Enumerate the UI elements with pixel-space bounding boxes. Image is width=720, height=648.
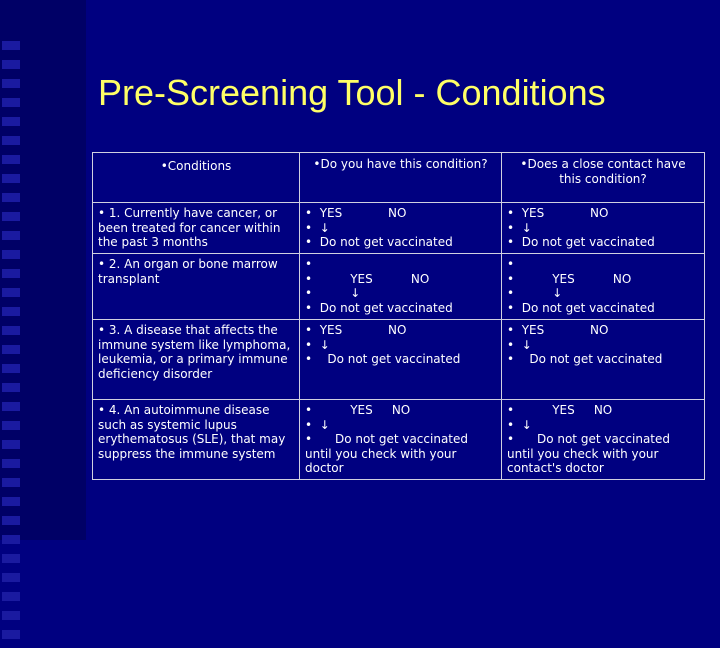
table-row <box>93 203 705 254</box>
table-row <box>93 320 705 400</box>
table-header-row <box>93 153 705 203</box>
conditions-table <box>92 152 705 480</box>
contact-answer-cell: • YES NO • ↓ • Do not get vaccinated <box>502 203 705 254</box>
contact-answer-cell: • YES NO • ↓ • Do not get vaccinated <box>502 320 705 400</box>
header-contact-has: •Does a close contact have this condition? <box>502 153 705 203</box>
you-answer-cell: • YES NO • ↓ • Do not get vaccinated <box>300 203 502 254</box>
header-conditions: •Conditions <box>93 153 300 203</box>
condition-cell: • 2. An organ or bone marrow transplant <box>93 254 300 320</box>
contact-answer-cell: • • YES NO • ↓ • Do not get vaccinated <box>502 254 705 320</box>
condition-cell: • 4. An autoimmune disease such as systemic lupus erythematosus (SLE), that may suppress the immune system <box>93 400 300 480</box>
contact-answer-cell: • YES NO • ↓ • Do not get vaccinated until you check with your contact's doctor <box>502 400 705 480</box>
slide-title: Pre-Screening Tool - Conditions <box>98 72 606 113</box>
header-you-have: •Do you have this condition? <box>300 153 502 203</box>
you-answer-cell: • • YES NO • ↓ • Do not get vaccinated <box>300 254 502 320</box>
condition-cell: • 1. Currently have cancer, or been treated for cancer within the past 3 months <box>93 203 300 254</box>
decorative-squares <box>2 40 22 648</box>
table-row <box>93 254 705 320</box>
left-decorative-band <box>0 0 86 540</box>
table-row <box>93 400 705 480</box>
condition-cell: • 3. A disease that affects the immune system like lymphoma, leukemia, or a primary immune deficiency disorder <box>93 320 300 400</box>
you-answer-cell: • YES NO • ↓ • Do not get vaccinated <box>300 320 502 400</box>
you-answer-cell: • YES NO • ↓ • Do not get vaccinated until you check with your doctor <box>300 400 502 480</box>
